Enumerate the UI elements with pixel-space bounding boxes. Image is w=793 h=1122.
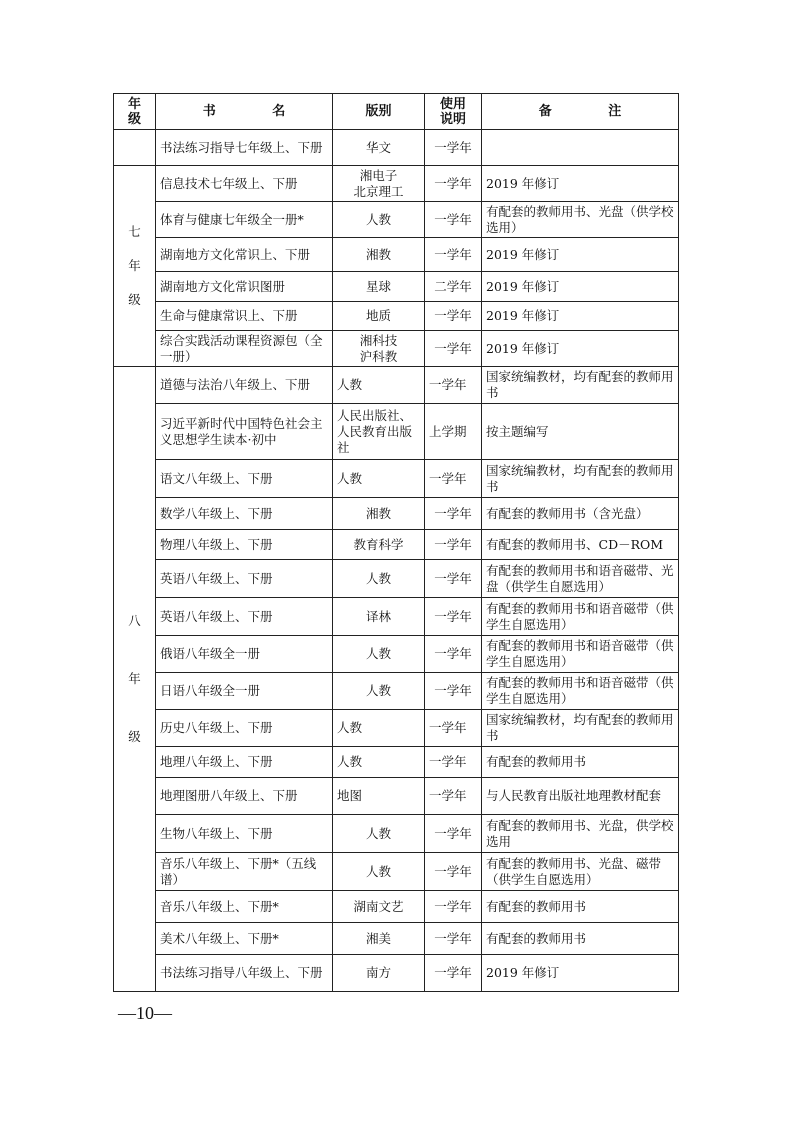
note: 2019 年修订 xyxy=(482,166,679,202)
publisher: 湘美 xyxy=(333,923,425,955)
note: 有配套的教师用书 xyxy=(482,891,679,923)
table-row xyxy=(114,498,679,530)
publisher: 人教 xyxy=(333,202,425,238)
publisher: 人民出版社、人民教育出版社 xyxy=(333,404,425,460)
book-name: 英语八年级上、下册 xyxy=(156,560,333,598)
note: 有配套的教师用书和语音磁带（供学生自愿选用） xyxy=(482,673,679,710)
note: 有配套的教师用书和语音磁带、光盘（供学生自愿选用） xyxy=(482,560,679,598)
table-row xyxy=(114,202,679,238)
publisher: 人教 xyxy=(333,460,425,498)
note: 2019 年修订 xyxy=(482,302,679,331)
publisher: 湘科技 沪科教 xyxy=(333,331,425,367)
note: 有配套的教师用书、CD－ROM xyxy=(482,530,679,560)
note: 2019 年修订 xyxy=(482,955,679,992)
table-row xyxy=(114,853,679,891)
book-name: 道德与法治八年级上、下册 xyxy=(156,367,333,404)
book-name: 书法练习指导八年级上、下册 xyxy=(156,955,333,992)
usage: 一学年 xyxy=(425,747,482,778)
table-row xyxy=(114,302,679,331)
header-publisher: 版别 xyxy=(333,94,425,130)
book-name: 历史八年级上、下册 xyxy=(156,710,333,747)
header-book-name: 书 名 xyxy=(156,94,333,130)
usage: 一学年 xyxy=(425,636,482,673)
note: 2019 年修订 xyxy=(482,238,679,272)
note: 国家统编教材，均有配套的教师用书 xyxy=(482,460,679,498)
publisher: 南方 xyxy=(333,955,425,992)
table-row xyxy=(114,166,679,202)
book-name: 书法练习指导七年级上、下册 xyxy=(156,130,333,166)
book-name: 综合实践活动课程资源包（全一册） xyxy=(156,331,333,367)
book-list-table xyxy=(113,93,679,992)
publisher: 人教 xyxy=(333,747,425,778)
usage: 一学年 xyxy=(425,710,482,747)
table-row xyxy=(114,460,679,498)
header-note: 备 注 xyxy=(482,94,679,130)
usage: 二学年 xyxy=(425,272,482,302)
grade-7-cell xyxy=(114,166,156,367)
page-number: —10— xyxy=(118,1003,172,1023)
book-name: 习近平新时代中国特色社会主义思想学生读本·初中 xyxy=(156,404,333,460)
note: 有配套的教师用书 xyxy=(482,923,679,955)
note xyxy=(482,130,679,166)
usage: 一学年 xyxy=(425,923,482,955)
grade-char: 八 xyxy=(128,613,141,628)
note: 有配套的教师用书、光盘（供学校选用） xyxy=(482,202,679,238)
table-row xyxy=(114,778,679,815)
table-header-row xyxy=(114,94,679,130)
usage: 一学年 xyxy=(425,598,482,636)
publisher: 人教 xyxy=(333,710,425,747)
table-row xyxy=(114,331,679,367)
publisher: 湘电子 北京理工 xyxy=(333,166,425,202)
publisher: 人教 xyxy=(333,815,425,853)
grade-cell-empty xyxy=(114,130,156,166)
book-name: 语文八年级上、下册 xyxy=(156,460,333,498)
table-row xyxy=(114,747,679,778)
note: 有配套的教师用书、光盘、磁带（供学生自愿选用） xyxy=(482,853,679,891)
table-row xyxy=(114,891,679,923)
publisher: 星球 xyxy=(333,272,425,302)
usage: 一学年 xyxy=(425,238,482,272)
header-usage: 使用 说明 xyxy=(425,94,482,130)
publisher: 教育科学 xyxy=(333,530,425,560)
grade-char: 七 xyxy=(128,224,141,239)
publisher: 湘教 xyxy=(333,498,425,530)
note: 国家统编教材，均有配套的教师用书 xyxy=(482,367,679,404)
usage: 一学年 xyxy=(425,853,482,891)
usage: 一学年 xyxy=(425,560,482,598)
book-name: 体育与健康七年级全一册* xyxy=(156,202,333,238)
note: 2019 年修订 xyxy=(482,331,679,367)
table-row xyxy=(114,560,679,598)
usage: 一学年 xyxy=(425,815,482,853)
usage: 一学年 xyxy=(425,202,482,238)
usage: 一学年 xyxy=(425,778,482,815)
book-name: 美术八年级上、下册* xyxy=(156,923,333,955)
note: 2019 年修订 xyxy=(482,272,679,302)
table-row xyxy=(114,598,679,636)
usage: 一学年 xyxy=(425,331,482,367)
book-name: 俄语八年级全一册 xyxy=(156,636,333,673)
book-name: 日语八年级全一册 xyxy=(156,673,333,710)
usage: 上学期 xyxy=(425,404,482,460)
usage: 一学年 xyxy=(425,367,482,404)
publisher: 华文 xyxy=(333,130,425,166)
publisher: 人教 xyxy=(333,367,425,404)
usage: 一学年 xyxy=(425,673,482,710)
usage: 一学年 xyxy=(425,460,482,498)
book-name: 地理图册八年级上、下册 xyxy=(156,778,333,815)
book-name: 湖南地方文化常识图册 xyxy=(156,272,333,302)
book-name: 数学八年级上、下册 xyxy=(156,498,333,530)
publisher: 湖南文艺 xyxy=(333,891,425,923)
table-row xyxy=(114,815,679,853)
publisher: 译林 xyxy=(333,598,425,636)
book-name: 物理八年级上、下册 xyxy=(156,530,333,560)
table-row xyxy=(114,530,679,560)
publisher: 人教 xyxy=(333,560,425,598)
header-grade: 年 级 xyxy=(114,94,156,130)
table-row xyxy=(114,272,679,302)
note: 有配套的教师用书 xyxy=(482,747,679,778)
book-name: 湖南地方文化常识上、下册 xyxy=(156,238,333,272)
usage: 一学年 xyxy=(425,130,482,166)
publisher: 人教 xyxy=(333,853,425,891)
publisher: 地图 xyxy=(333,778,425,815)
usage: 一学年 xyxy=(425,891,482,923)
grade-8-cell xyxy=(114,367,156,992)
book-name: 生物八年级上、下册 xyxy=(156,815,333,853)
grade-char: 级 xyxy=(128,292,141,307)
note: 有配套的教师用书和语音磁带（供学生自愿选用） xyxy=(482,636,679,673)
grade-char: 级 xyxy=(128,729,141,744)
book-name: 信息技术七年级上、下册 xyxy=(156,166,333,202)
table-row xyxy=(114,367,679,404)
publisher: 地质 xyxy=(333,302,425,331)
grade-char: 年 xyxy=(128,258,141,273)
usage: 一学年 xyxy=(425,166,482,202)
note: 有配套的教师用书、光盘，供学校选用 xyxy=(482,815,679,853)
usage: 一学年 xyxy=(425,498,482,530)
note: 与人民教育出版社地理教材配套 xyxy=(482,778,679,815)
book-name: 英语八年级上、下册 xyxy=(156,598,333,636)
table-row xyxy=(114,923,679,955)
note: 有配套的教师用书和语音磁带（供学生自愿选用） xyxy=(482,598,679,636)
publisher: 人教 xyxy=(333,636,425,673)
note: 有配套的教师用书（含光盘） xyxy=(482,498,679,530)
table-row xyxy=(114,955,679,992)
table-row xyxy=(114,238,679,272)
note: 按主题编写 xyxy=(482,404,679,460)
book-name: 音乐八年级上、下册*（五线谱） xyxy=(156,853,333,891)
publisher: 人教 xyxy=(333,673,425,710)
book-name: 地理八年级上、下册 xyxy=(156,747,333,778)
table-row xyxy=(114,130,679,166)
usage: 一学年 xyxy=(425,955,482,992)
book-name: 音乐八年级上、下册* xyxy=(156,891,333,923)
usage: 一学年 xyxy=(425,302,482,331)
book-name: 生命与健康常识上、下册 xyxy=(156,302,333,331)
publisher: 湘教 xyxy=(333,238,425,272)
note: 国家统编教材，均有配套的教师用书 xyxy=(482,710,679,747)
usage: 一学年 xyxy=(425,530,482,560)
table-row xyxy=(114,710,679,747)
table-row xyxy=(114,404,679,460)
grade-char: 年 xyxy=(128,671,141,686)
table-row xyxy=(114,636,679,673)
table-row xyxy=(114,673,679,710)
